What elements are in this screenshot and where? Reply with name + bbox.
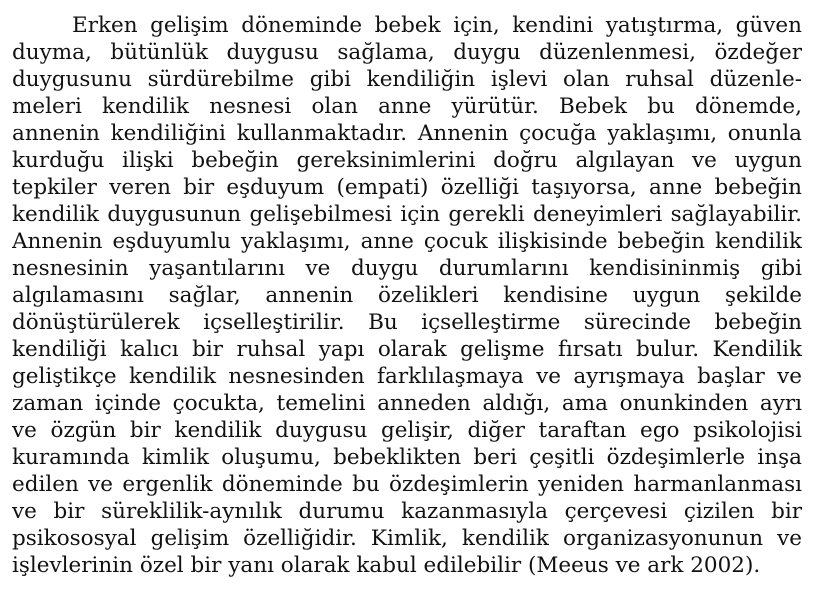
text-line: işlevlerinin özel bir yanı olarak kabul edilebilir (Meeus ve ark 2002). [12,553,761,578]
text-line: nesnesinin yaşantılarını ve duygu durumlarını kendisininmiş gibi [12,256,802,281]
text-line: kendilik duygusunun gelişebilmesi için gerekli deneyimleri sağlayabilir. [12,202,802,227]
body-paragraph [12,12,802,579]
text-line: meleri kendilik nesnesi olan anne yürütür. Bebek bu dönemde, [12,94,802,119]
text-line: geliştikçe kendilik nesnesinden farklılaşmaya ve ayrışmaya başlar ve [12,364,802,389]
text-line: duyma, bütünlük duygusu sağlama, duygu düzenlenmesi, özdeğer [12,40,802,65]
text-line: kendiliği kalıcı bir ruhsal yapı olarak gelişme fırsatı bulur. Kendilik [12,337,802,362]
text-line: kurduğu ilişki bebeğin gereksinimlerini doğru algılayan ve uygun [12,148,802,173]
text-line: algılamasını sağlar, annenin özelikleri kendisine uygun şekilde [12,283,802,308]
text-line: dönüştürülerek içselleştirilir. Bu içselleştirme sürecinde bebeğin [12,310,802,335]
text-line: psikososyal gelişim özelliğidir. Kimlik, kendilik organizasyonunun ve [12,526,802,551]
text-line: kuramında kimlik oluşumu, bebeklikten beri çeşitli özdeşimlerle inşa [12,445,802,470]
document-page [12,12,802,579]
text-line: Annenin eşduyumlu yaklaşımı, anne çocuk ilişkisinde bebeğin kendilik [12,229,802,254]
text-line: Erken gelişim döneminde bebek için, kendini yatıştırma, güven [72,13,802,38]
text-line: duygusunu sürdürebilme gibi kendiliğin işlevi olan ruhsal düzenle- [12,67,802,92]
text-line: ve özgün bir kendilik duygusu gelişir, diğer taraftan ego psikolojisi [12,418,802,443]
text-line: ve bir süreklilik-aynılık durumu kazanmasıyla çerçevesi çizilen bir [12,499,802,524]
text-line: annenin kendiliğini kullanmaktadır. Annenin çocuğa yaklaşımı, onunla [12,121,802,146]
text-line: tepkiler veren bir eşduyum (empati) özelliği taşıyorsa, anne bebeğin [12,175,802,200]
text-line: edilen ve ergenlik döneminde bu özdeşimlerin yeniden harmanlanması [12,472,802,497]
text-line: zaman içinde çocukta, temelini anneden aldığı, ama onunkinden ayrı [12,391,802,416]
